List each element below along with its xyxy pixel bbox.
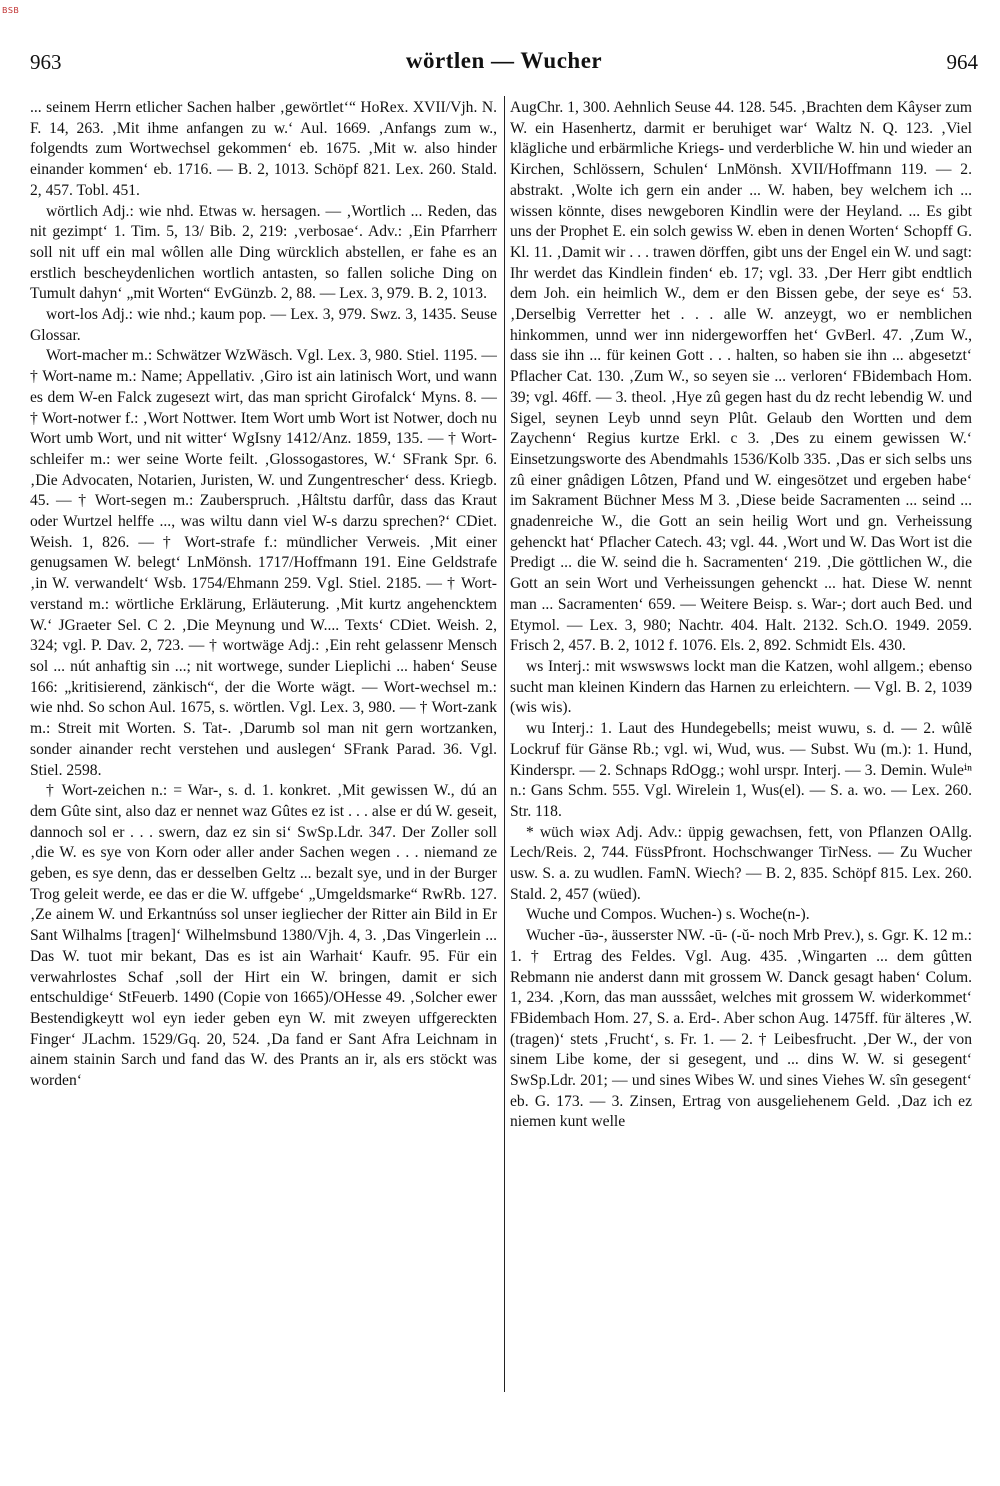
- entry-paragraph: wörtlich Adj.: wie nhd. Etwas w. hersagen. — ‚Wortlich ... Reden, das nit gezimpt‘ 1. Tim. 5, 13/ Bib. 2, 219: ‚verbosae‘. Adv.: ‚Ein Pfarrherr soll nit uff ein mal wôllen alle Ding würcklich abstellen, er fahe es an erstlich bescheydenlichen wortlich antasten, so fallen soliche Ding on Tumult dahyn‘ „mit Worten“ EvGünzb. 2, 88. — Lex. 3, 979. B. 2, 1013.: [30, 202, 497, 303]
- column-divider: [504, 96, 505, 1392]
- entry-paragraph: wort-los Adj.: wie nhd.; kaum pop. — Lex. 3, 979. Swz. 3, 1435. Seuse Glossar.: [30, 306, 497, 344]
- entry-paragraph: ... seinem Herrn etlicher Sachen halber ‚gewörtlet‘“ HoRex. XVII/Vjh. N. F. 14, 263. ‚Mit ihme anfangen zu w.‘ Aul. 1669. ‚Anfangs zum w., folgendts zum Wortwechsel gekommen‘ eb. 1675. ‚Mit w. also hinder einander kommen‘ eb. 1716. — B. 2, 1013. Schöpf 821. Lex. 260. Stald. 2, 457. Tobl. 451.: [30, 99, 497, 199]
- page-number-right: 964: [946, 50, 978, 74]
- entry-paragraph: † Wort-zeichen n.: = War-, s. d. 1. konkret. ‚Mit gewissen W., dú an dem Gûte sint, also daz er nennet waz Gûtes ez ist . . . alse er dú W. geseit, dannoch sol er . . . swern, daz ez sin si‘ SwSp.Ldr. 347. Der Zoller soll ‚die W. es sye von Korn oder aller ander Sachen wegen . . . niemand ze geben, es sye denn, das er desselben Geltz ... bezalt sye, und in der Burger Trog geleit werde, ee das er die W. uffgebe‘ „Umgeldsmarke“ RwRb. 127. ‚Ze ainem W. und Erkantnúss sol unser iegliecher der Ritter ain Bild in Er Sant Wilhalms [tragen]‘ Wilhelmsbund 1380/Vjh. 4, 3. ‚Das Vingerlein ... Das W. tuot mir bekant, Das es ist ain Warhait‘ Kaufr. 95. Für ein verwahrlostes Schaf ‚soll der Hirt ein W. bringen, damit er sich entschuldige‘ StFeuerb. 1490 (Copie von 1665)/OHesse 49. ‚Solcher ewer Bestendigkeytt wol eyn ieder geben eyn W. mit zweyen uffgereckten Finger‘ JLachm. 1529/Gq. 20, 524. ‚Da fand er Sant Afra Leichnam in ainem stainin Sarch und fand das W. des Prants an ir, als ers stöckt was worden‘: [30, 782, 497, 1090]
- entry-paragraph: Wucher -ūə-, äusserster NW. -ū- (-ŭ- noch Mrb Prev.), s. Ggr. K. 12 m.: 1. † Ertrag des Feldes. Vgl. Aug. 435. ‚Wingarten ... dem gûtten Rebmann nie anderst dann mit grossem W. Danck gesagt haben‘ Colum. 1, 234. ‚Korn, das man ausssâet, welches mit grossem W. widerkommet‘ FBidembach Hom. 27, S. a. Erd-. Aber schon Aug. 1475ff. für älteres ‚W. (tragen)‘ stets ‚Frucht‘, s. Fr. 1. — 2. † Leibesfrucht. ‚Der W., der von sinem Libe kome, der si gesegent, und ... dins W. W. si gesegent‘ SwSp.Ldr. 201; — und sines Wibes W. und sines Viehes W. sîn gesegent‘ eb. G. 173. — 3. Zinsen, Ertrag von ausgeliehenem Geld. ‚Daz ich ez niemen kunt welle: [510, 927, 972, 1131]
- entry-paragraph: Wort-macher m.: Schwätzer WzWäsch. Vgl. Lex. 3, 980. Stiel. 1195. — † Wort-name m.: Name; Appellativ. ‚Giro ist ain latinisch Wort, und wann es dem W-en Falck zugesezt wirt, das man spricht Girofalck‘ Myns. 8. — † Wort-notwer f.: ‚Wort Nottwer. Item Wort umb Wort ist Notwer, doch nu Wort umb Wort, und nit witter‘ WgIsny 1412/Anz. 1859, 135. — † Wort-schleifer m.: wer seine Worte feilt. ‚Glossogastores, W.‘ SFrank Spr. 6. ‚Die Advocaten, Notarien, Juristen, W. und Zungentrescher‘ dess. Kriegb. 45. — † Wort-segen m.: Zauberspruch. ‚Hâltstu darfûr, dass das Kraut oder Wurtzel helffe ..., was wiltu dann viel W-s darzu sprechen?‘ CDiet. Weish. 1, 826. — † Wort-strafe f.: mündlicher Verweis. ‚Mit einer genugsamen W. belegt‘ LnMönsh. 1717/Hoffmann 191. Eine Geldstrafe ‚in W. verwandelt‘ Wsb. 1754/Ehmann 259. Vgl. Stiel. 2185. — † Wort-verstand m.: wörtliche Erklärung, Erläuterung. ‚Mit kurtz angehencktem W.‘ JGraeter Sel. C 2. ‚Die Meynung und W.... Texts‘ CDiet. Weish. 2, 324; vgl. P. Dav. 2, 723. — † wortwäge Adj.: ‚Ein reht gelassenr Mensch sol ... nút anhaftig sin ...; nit wortwege, sunder Lieplichi ... haben‘ Seuse 166: „kritisierend, zänkisch“, der die Worte wägt. — Wort-wechsel m.: wie nhd. So schon Aul. 1675, s. wörtlen. Vgl. Lex. 3, 980. — † Wort-zank m.: Streit mit Worten. S. Tat-. ‚Darumb sol man nit gern wortzanken, sonder ainander recht verstehen und auslegen‘ SFrank Parad. 36. Vgl. Stiel. 2598.: [30, 347, 497, 779]
- entry-paragraph: * wüch wiəx Adj. Adv.: üppig gewachsen, fett, von Pflanzen OAllg. Lech/Reis. 2, 744. FüssPfront. Hochschwanger TirNess. — Zu Wucher usw. S. a. zu wudlen. FamN. Wiech? — B. 2, 835. Schöpf 815. Lex. 260. Stald. 2, 457 (wüed).: [510, 823, 972, 903]
- left-column: [30, 98, 497, 1408]
- entry-paragraph: Wuche und Compos. Wuchen-) s. Woche(n-).: [526, 906, 810, 924]
- entry-paragraph: wu Interj.: 1. Laut des Hundegebells; meist wuwu, s. d. — 2. wûlĕ Lockruf für Gänse Rb.; vgl. wi, Wud, wus. — Subst. Wu (m.): 1. Hund, Kinderspr. — 2. Schnaps RdOgg.; wohl urspr. Interj. — 3. Demin. Wuleⁱⁿ n.: Gans Schm. 555. Vgl. Wirelein 1, Wus(el). — S. a. wo. — Lex. 260. Str. 118.: [510, 720, 972, 820]
- entry-paragraph: ws Interj.: mit wswswsws lockt man die Katzen, wohl allgem.; ebenso sucht man kleinen Kindern das Harnen zu erleichtern. — Vgl. B. 2, 1039 (wis wis).: [510, 657, 972, 717]
- library-stamp: BSB: [2, 6, 20, 15]
- page-header: [30, 50, 978, 86]
- entry-paragraph: AugChr. 1, 300. Aehnlich Seuse 44. 128. 545. ‚Brachten dem Kâyser zum W. ein Hasenhertz, darmit er beruhiget war‘ Waltz N. Q. 123. ‚Viel klägliche und erbärmliche Kriegs- und verderbliche W. hin und wieder an Kirchen, Schlössern, Schulen‘ LnMönsh. XVII/Hoffmann 119. — 2. abstrakt. ‚Wolte ich gern ein ander ... W. haben, bey welchem ich ... wissen könnte, dises newgeboren Kindlin were der Heyland. ... Es gibt uns der Prophet E. ein solch gewiss W. eben in denen Worten‘ Schopff G. Kl. 11. ‚Damit wir . . . trawen dörffen, gibt uns der Engel ein W. und sagt: Ihr werdet das Kindlein finden‘ eb. 17; vgl. 33. ‚Der Herr gibt endtlich dem Joh. ein heimlich W., dem er den Bissen gebe, der seye es‘ 53. ‚Derselbig Verretter het . . . alle W. anzeygt, wo er nemblichen hinkommen, unnd wer inn nidergeworffen het‘ GvBerl. 47. ‚Zum W., dass sie ihn ... für keinen Gott . . . halten, so haben sie ihn ... abgesetzt‘ Pflacher Cat. 130. ‚Zum W., so seyen sie ... verloren‘ FBidembach Hom. 39; vgl. 46ff. — 3. theol. ‚Hye zû gegen hast du dz recht lebendig W. und Sigel, seynen Leyb unnd seyn Plût. Gelaub den Wortten und dem Zaychenn‘ Regius kurtze Erkl. c 3. ‚Des zu einem gewissen W.‘ Einsetzungsworte des Abendmahls 1536/Kolb 335. ‚Das er sich selbs uns zû einer gnâdigen Lôtzen, Pfand und W. eingesötzet und ergeben habe‘ im Sakrament Büchner Mess M 3. ‚Diese beide Sacramenten ... seind ... gnadenreiche W., die Gott an sein heilig Wort und gn. Verheissung gehenckt hat‘ Pflacher Catech. 43; vgl. 44. ‚Wort und W. Das Wort ist die Predigt ... die W. seind die h. Sacramenten‘ 219. ‚Die göttlichen W., die Gott an sein Wort und Verheissungen gehenckt ... hat. Diese W. nennt man ... Sacramenten‘ 659. — Weitere Beisp. s. War-; dort auch Bed. und Etymol. — Lex. 3, 980; Nachtr. 404. Halt. 2132. Sch.O. 1949. 2059. Frisch 2, 457. B. 2, 1012 f. 1076. Els. 2, 892. Schmidt Els. 430.: [510, 99, 972, 655]
- page-number-left: 963: [30, 50, 62, 74]
- running-title: wörtlen — Wucher: [405, 48, 603, 73]
- right-column: [510, 98, 972, 1408]
